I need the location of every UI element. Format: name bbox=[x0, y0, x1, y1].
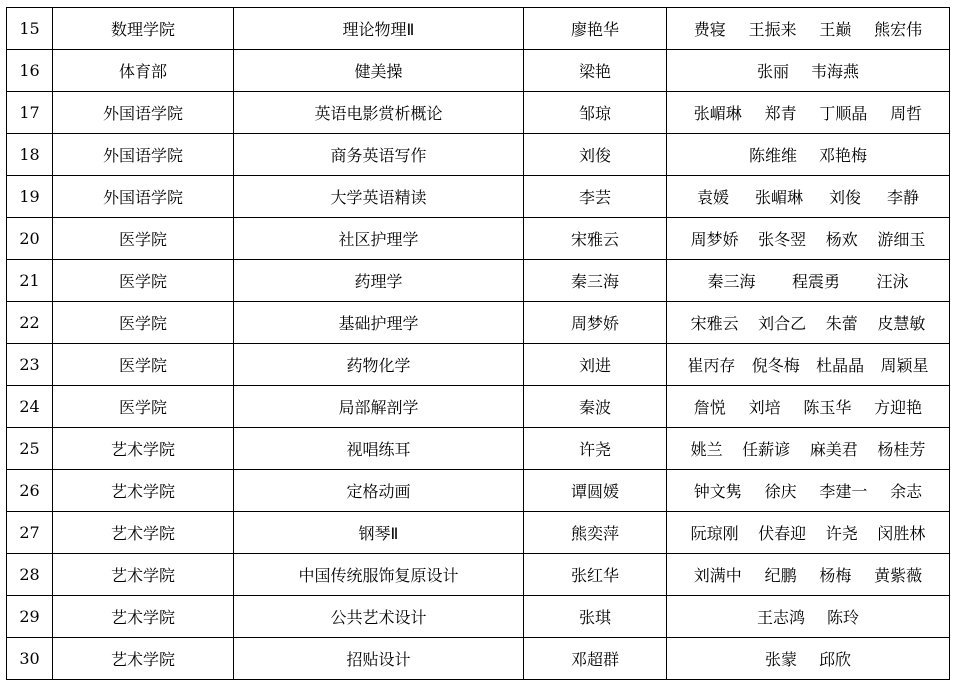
team-members-cell bbox=[667, 92, 950, 134]
team-member-name: 刘俊 bbox=[828, 188, 861, 207]
course-name-cell: 公共艺术设计 bbox=[234, 596, 524, 638]
team-member-name: 伏春迎 bbox=[758, 524, 807, 543]
team-member-name: 张丽 bbox=[756, 62, 789, 81]
college-cell: 艺术学院 bbox=[53, 428, 234, 470]
team-members-cell bbox=[667, 344, 950, 386]
table-row bbox=[7, 260, 950, 302]
row-number-cell: 16 bbox=[7, 50, 53, 92]
row-number-cell: 26 bbox=[7, 470, 53, 512]
course-name-cell: 定格动画 bbox=[234, 470, 524, 512]
team-members-cell bbox=[667, 554, 950, 596]
college-cell: 医学院 bbox=[53, 302, 234, 344]
team-members-cell bbox=[667, 638, 950, 680]
college-cell: 艺术学院 bbox=[53, 512, 234, 554]
team-member-name: 秦三海 bbox=[707, 272, 756, 291]
course-name-cell: 招贴设计 bbox=[234, 638, 524, 680]
team-member-name: 郑青 bbox=[764, 104, 797, 123]
team-members-cell bbox=[667, 428, 950, 470]
team-member-name: 陈玉华 bbox=[803, 398, 852, 417]
team-member-name: 程震勇 bbox=[791, 272, 840, 291]
course-name-cell: 药物化学 bbox=[234, 344, 524, 386]
table-row bbox=[7, 596, 950, 638]
course-name-cell: 基础护理学 bbox=[234, 302, 524, 344]
college-cell: 艺术学院 bbox=[53, 638, 234, 680]
team-member-name: 阮琼刚 bbox=[690, 524, 739, 543]
team-member-name: 杜晶晶 bbox=[816, 356, 865, 375]
team-member-name: 闵胜林 bbox=[877, 524, 926, 543]
team-member-name: 麻美君 bbox=[809, 440, 858, 459]
team-members-cell bbox=[667, 176, 950, 218]
team-member-name: 倪冬梅 bbox=[751, 356, 800, 375]
course-name-cell: 视唱练耳 bbox=[234, 428, 524, 470]
team-member-name: 朱蕾 bbox=[825, 314, 858, 333]
row-number-cell: 21 bbox=[7, 260, 53, 302]
course-name-cell: 英语电影赏析概论 bbox=[234, 92, 524, 134]
team-member-name: 崔丙存 bbox=[687, 356, 736, 375]
row-number-cell: 29 bbox=[7, 596, 53, 638]
table-row bbox=[7, 8, 950, 50]
college-cell: 医学院 bbox=[53, 386, 234, 428]
team-member-name: 周哲 bbox=[890, 104, 923, 123]
course-name-cell: 钢琴Ⅱ bbox=[234, 512, 524, 554]
team-members-cell bbox=[667, 50, 950, 92]
team-member-name: 杨欢 bbox=[825, 230, 858, 249]
team-member-name: 詹悦 bbox=[693, 398, 726, 417]
row-number-cell: 15 bbox=[7, 8, 53, 50]
team-member-name: 张嵋琳 bbox=[693, 104, 742, 123]
course-name-cell: 药理学 bbox=[234, 260, 524, 302]
team-member-name: 姚兰 bbox=[690, 440, 723, 459]
team-members-cell bbox=[667, 470, 950, 512]
college-cell: 外国语学院 bbox=[53, 92, 234, 134]
table-row bbox=[7, 512, 950, 554]
row-number-cell: 19 bbox=[7, 176, 53, 218]
course-leader-cell: 廖艳华 bbox=[524, 8, 667, 50]
team-members-cell bbox=[667, 302, 950, 344]
team-members-cell bbox=[667, 596, 950, 638]
team-member-name: 张蒙 bbox=[764, 650, 797, 669]
team-member-name: 王志鸿 bbox=[756, 608, 805, 627]
row-number-cell: 17 bbox=[7, 92, 53, 134]
row-number-cell: 20 bbox=[7, 218, 53, 260]
table-row bbox=[7, 386, 950, 428]
team-member-name: 陈维维 bbox=[748, 146, 797, 165]
college-cell: 艺术学院 bbox=[53, 554, 234, 596]
team-member-name: 李静 bbox=[886, 188, 919, 207]
course-name-cell: 大学英语精读 bbox=[234, 176, 524, 218]
team-member-name: 宋雅云 bbox=[690, 314, 739, 333]
row-number-cell: 24 bbox=[7, 386, 53, 428]
team-member-name: 任薪谚 bbox=[742, 440, 791, 459]
table-row bbox=[7, 554, 950, 596]
course-leader-cell: 宋雅云 bbox=[524, 218, 667, 260]
team-member-name: 钟文隽 bbox=[693, 482, 742, 501]
team-members-cell bbox=[667, 386, 950, 428]
table-row bbox=[7, 428, 950, 470]
table-row bbox=[7, 302, 950, 344]
row-number-cell: 27 bbox=[7, 512, 53, 554]
course-leader-cell: 梁艳 bbox=[524, 50, 667, 92]
college-cell: 艺术学院 bbox=[53, 470, 234, 512]
team-member-name: 方迎艳 bbox=[874, 398, 923, 417]
table-row bbox=[7, 218, 950, 260]
team-members-cell bbox=[667, 8, 950, 50]
team-member-name: 刘合乙 bbox=[758, 314, 807, 333]
row-number-cell: 18 bbox=[7, 134, 53, 176]
college-cell: 医学院 bbox=[53, 218, 234, 260]
course-name-cell: 社区护理学 bbox=[234, 218, 524, 260]
team-member-name: 杨桂芳 bbox=[877, 440, 926, 459]
course-leader-cell: 秦三海 bbox=[524, 260, 667, 302]
team-member-name: 刘培 bbox=[748, 398, 781, 417]
team-member-name: 李建一 bbox=[819, 482, 868, 501]
course-name-cell: 局部解剖学 bbox=[234, 386, 524, 428]
course-leader-cell: 邹琼 bbox=[524, 92, 667, 134]
team-members-cell bbox=[667, 134, 950, 176]
row-number-cell: 23 bbox=[7, 344, 53, 386]
team-member-name: 杨梅 bbox=[819, 566, 852, 585]
college-cell: 医学院 bbox=[53, 260, 234, 302]
team-member-name: 袁媛 bbox=[696, 188, 729, 207]
course-name-cell: 商务英语写作 bbox=[234, 134, 524, 176]
college-cell: 艺术学院 bbox=[53, 596, 234, 638]
team-members-cell bbox=[667, 260, 950, 302]
team-members-cell bbox=[667, 218, 950, 260]
course-leader-cell: 邓超群 bbox=[524, 638, 667, 680]
team-member-name: 张嵋琳 bbox=[754, 188, 803, 207]
team-member-name: 黄紫薇 bbox=[874, 566, 923, 585]
team-member-name: 王巅 bbox=[819, 20, 852, 39]
row-number-cell: 22 bbox=[7, 302, 53, 344]
table-row bbox=[7, 470, 950, 512]
team-member-name: 皮慧敏 bbox=[877, 314, 926, 333]
team-members-cell bbox=[667, 512, 950, 554]
team-member-name: 徐庆 bbox=[764, 482, 797, 501]
team-member-name: 周颖星 bbox=[880, 356, 929, 375]
course-leader-cell: 秦波 bbox=[524, 386, 667, 428]
row-number-cell: 25 bbox=[7, 428, 53, 470]
row-number-cell: 30 bbox=[7, 638, 53, 680]
course-table bbox=[6, 7, 950, 680]
course-leader-cell: 李芸 bbox=[524, 176, 667, 218]
course-leader-cell: 刘俊 bbox=[524, 134, 667, 176]
college-cell: 外国语学院 bbox=[53, 134, 234, 176]
team-member-name: 张冬翌 bbox=[758, 230, 807, 249]
course-leader-cell: 张红华 bbox=[524, 554, 667, 596]
team-member-name: 汪泳 bbox=[876, 272, 909, 291]
team-member-name: 许尧 bbox=[825, 524, 858, 543]
table-row bbox=[7, 176, 950, 218]
course-leader-cell: 许尧 bbox=[524, 428, 667, 470]
course-leader-cell: 张琪 bbox=[524, 596, 667, 638]
team-member-name: 余志 bbox=[890, 482, 923, 501]
team-member-name: 游细玉 bbox=[877, 230, 926, 249]
team-member-name: 熊宏伟 bbox=[874, 20, 923, 39]
table-row bbox=[7, 92, 950, 134]
table-row bbox=[7, 134, 950, 176]
table-row bbox=[7, 344, 950, 386]
team-member-name: 刘满中 bbox=[693, 566, 742, 585]
college-cell: 数理学院 bbox=[53, 8, 234, 50]
course-name-cell: 中国传统服饰复原设计 bbox=[234, 554, 524, 596]
team-member-name: 邱欣 bbox=[819, 650, 852, 669]
course-leader-cell: 熊奕萍 bbox=[524, 512, 667, 554]
course-name-cell: 健美操 bbox=[234, 50, 524, 92]
team-member-name: 王振来 bbox=[748, 20, 797, 39]
course-leader-cell: 周梦娇 bbox=[524, 302, 667, 344]
college-cell: 医学院 bbox=[53, 344, 234, 386]
college-cell: 体育部 bbox=[53, 50, 234, 92]
college-cell: 外国语学院 bbox=[53, 176, 234, 218]
course-name-cell: 理论物理Ⅱ bbox=[234, 8, 524, 50]
team-member-name: 韦海燕 bbox=[811, 62, 860, 81]
team-member-name: 周梦娇 bbox=[690, 230, 739, 249]
team-member-name: 邓艳梅 bbox=[819, 146, 868, 165]
table-row bbox=[7, 50, 950, 92]
table-row bbox=[7, 638, 950, 680]
course-leader-cell: 刘进 bbox=[524, 344, 667, 386]
course-table-body bbox=[7, 8, 950, 680]
team-member-name: 费寝 bbox=[693, 20, 726, 39]
team-member-name: 丁顺晶 bbox=[819, 104, 868, 123]
course-leader-cell: 谭圆媛 bbox=[524, 470, 667, 512]
team-member-name: 纪鹏 bbox=[764, 566, 797, 585]
team-member-name: 陈玲 bbox=[827, 608, 860, 627]
row-number-cell: 28 bbox=[7, 554, 53, 596]
